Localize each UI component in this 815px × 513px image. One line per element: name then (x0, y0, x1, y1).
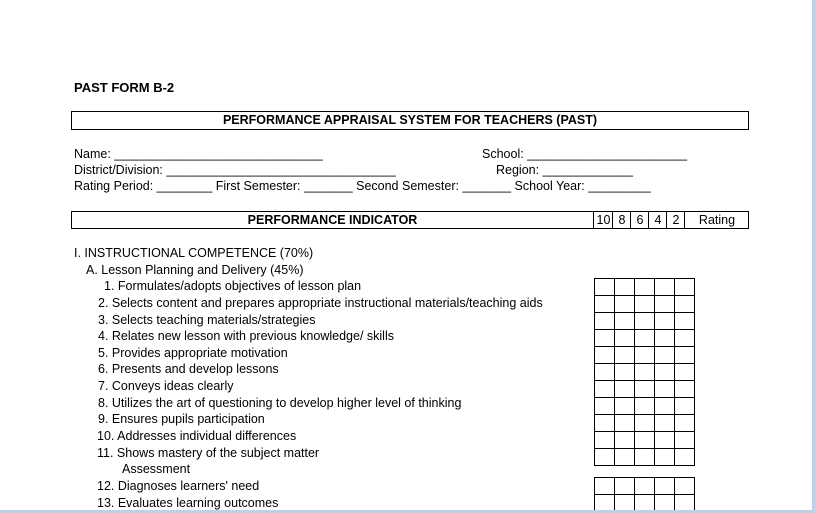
form-title: PERFORMANCE APPRAISAL SYSTEM FOR TEACHERS (PAST) (71, 111, 749, 130)
form-code: PAST FORM B-2 (74, 80, 175, 95)
subsection-title: A. Lesson Planning and Delivery (45%) (86, 263, 304, 277)
indicator-item: 5. Provides appropriate motivation (98, 346, 288, 360)
indicator-item: 1. Formulates/adopts objectives of lesson plan (104, 279, 362, 293)
indicator-header (71, 211, 749, 229)
grid-row (595, 449, 695, 466)
indicator-item: 9. Ensures pupils participation (98, 412, 265, 426)
grid-row (595, 415, 695, 432)
grid-row (595, 478, 695, 495)
grid-row (595, 330, 695, 347)
school-field: School: _______________________ (482, 147, 688, 161)
scale-8: 8 (612, 212, 631, 228)
indicator-item: 6. Presents and develop lessons (98, 362, 279, 376)
indicator-item: 11. Shows mastery of the subject matter (97, 446, 320, 460)
scale-2: 2 (666, 212, 685, 228)
name-field: Name: ______________________________ (74, 147, 323, 161)
rating-column-header: Rating (684, 212, 749, 228)
grid-row (595, 313, 695, 330)
rating-period-field: Rating Period: ________ First Semester: _______ Second Semester: _______ School Year: _________ (74, 179, 651, 193)
indicator-item: 2. Selects content and prepares appropriate instructional materials/teaching aids (98, 296, 543, 310)
indicator-title: PERFORMANCE INDICATOR (247, 213, 418, 227)
grid-row (595, 347, 695, 364)
rating-grid (594, 477, 695, 512)
grid-row (595, 296, 695, 313)
indicator-item: 10. Addresses individual differences (97, 429, 297, 443)
scale-6: 6 (630, 212, 649, 228)
indicator-item: 7. Conveys ideas clearly (98, 379, 234, 393)
rating-grid (594, 278, 695, 466)
grid-row (595, 279, 695, 296)
grid-row (595, 381, 695, 398)
grid-row (595, 364, 695, 381)
indicator-item: 8. Utilizes the art of questioning to develop higher level of thinking (98, 396, 462, 410)
scale-10: 10 (593, 212, 613, 228)
indicator-item: 12. Diagnoses learners' need (97, 479, 260, 493)
section-title: I. INSTRUCTIONAL COMPETENCE (70%) (74, 246, 314, 260)
indicator-item-continuation: Assessment (122, 462, 191, 476)
indicator-item: 13. Evaluates learning outcomes (97, 496, 279, 510)
indicator-item: 4. Relates new lesson with previous knowledge/ skills (98, 329, 394, 343)
region-field: Region: _____________ (496, 163, 633, 177)
scale-4: 4 (648, 212, 667, 228)
grid-row (595, 432, 695, 449)
grid-row (595, 398, 695, 415)
indicator-item: 3. Selects teaching materials/strategies (98, 313, 316, 327)
district-field: District/Division: _________________________________ (74, 163, 396, 177)
